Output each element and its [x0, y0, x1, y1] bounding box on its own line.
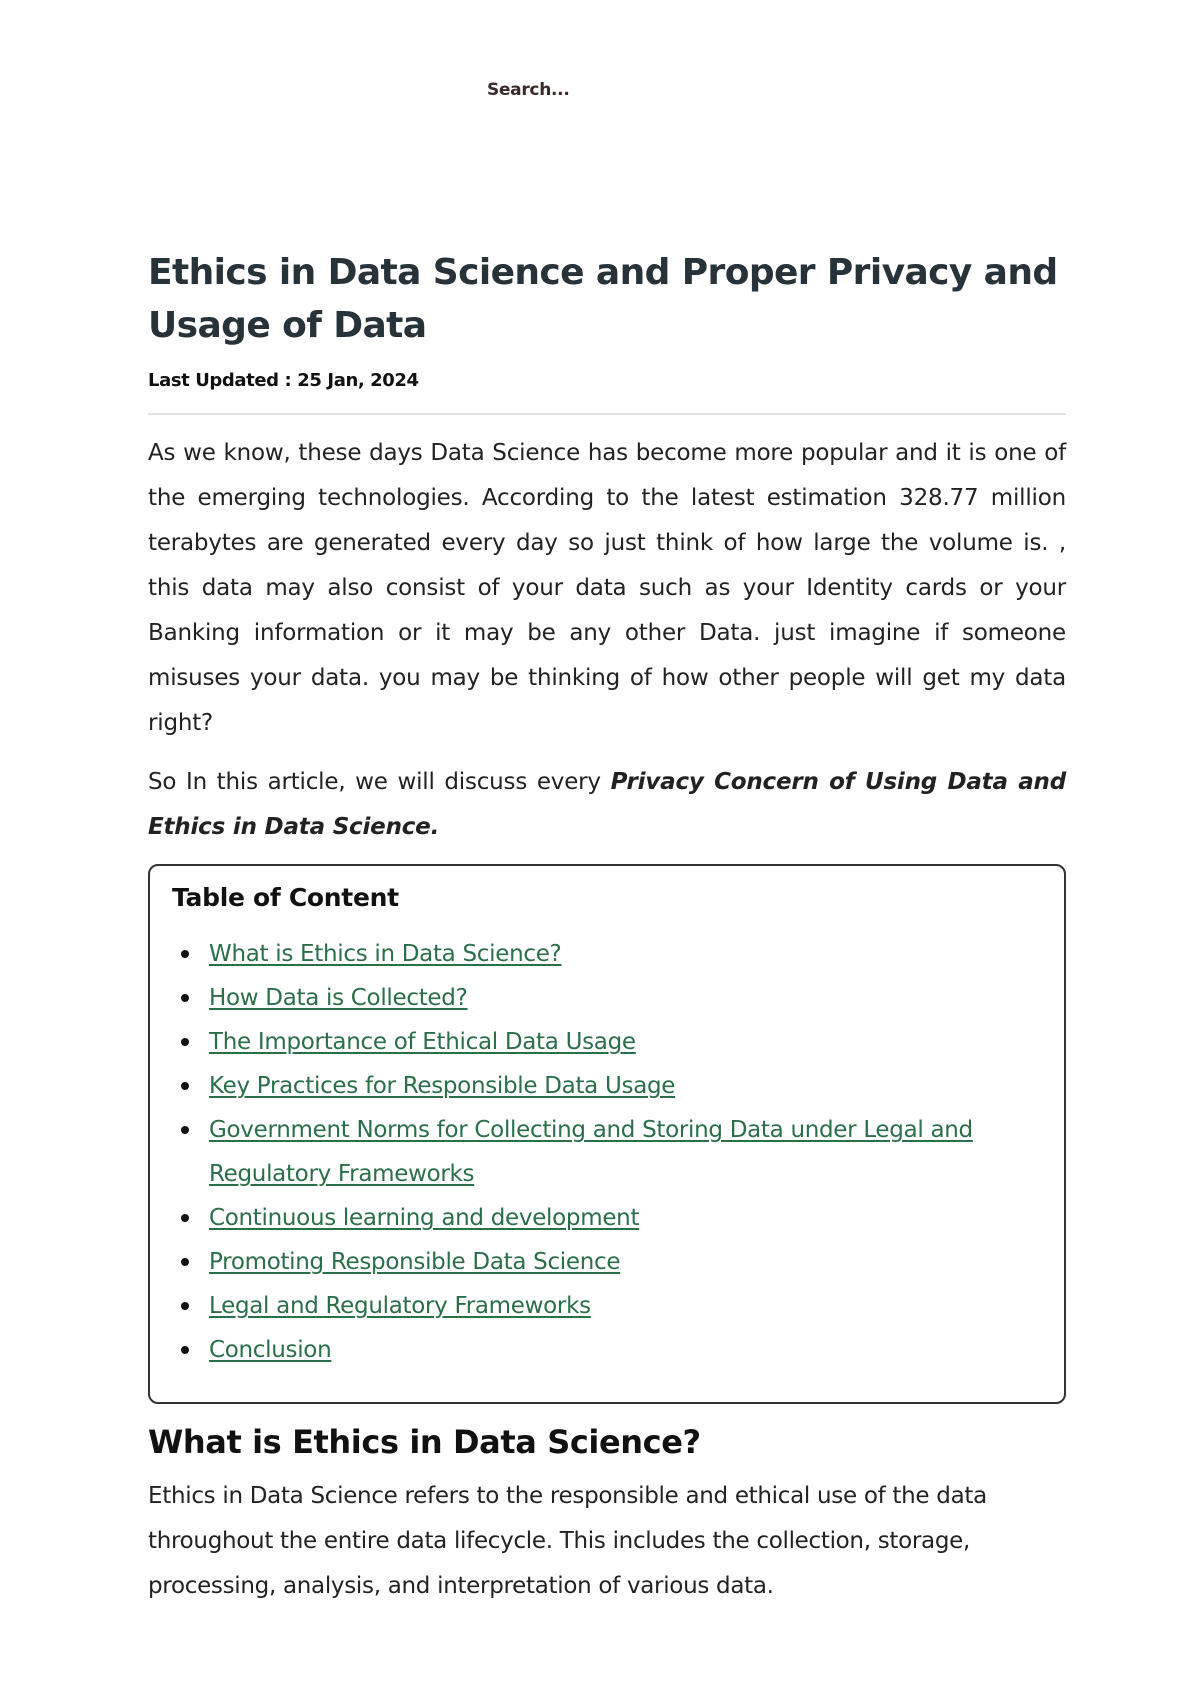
- toc-item: [172, 1196, 1042, 1240]
- bullet-icon: [181, 1038, 189, 1046]
- intro-second-paragraph: [148, 760, 1066, 850]
- toc-item: [172, 1328, 1042, 1372]
- bullet-icon: [181, 1126, 189, 1134]
- article: [148, 246, 1066, 1609]
- bullet-icon: [181, 1214, 189, 1222]
- bullet-icon: [181, 950, 189, 958]
- toc-link-how-data-collected[interactable]: How Data is Collected?: [209, 985, 468, 1011]
- toc-link-key-practices[interactable]: Key Practices for Responsible Data Usage: [209, 1073, 676, 1099]
- last-updated: [148, 370, 1066, 391]
- toc-item: [172, 1064, 1042, 1108]
- bullet-icon: [181, 1258, 189, 1266]
- toc-item: [172, 976, 1042, 1020]
- last-updated-date: 25 Jan, 2024: [297, 370, 419, 391]
- toc-link-conclusion[interactable]: Conclusion: [209, 1337, 332, 1363]
- title-divider: [148, 413, 1066, 415]
- intro-second-emphasis: Privacy Concern of Using Data and Ethics in Data Science.: [148, 769, 1066, 840]
- toc-link-government-norms[interactable]: Government Norms for Collecting and Storing Data under Legal and Regulatory Frameworks: [209, 1117, 973, 1187]
- toc-list: [172, 932, 1042, 1372]
- section-heading-what-is-ethics: What is Ethics in Data Science?: [148, 1423, 701, 1461]
- toc-item: [172, 1240, 1042, 1284]
- toc-item: [172, 1020, 1042, 1064]
- toc-item: [172, 1284, 1042, 1328]
- toc-link-what-is-ethics[interactable]: What is Ethics in Data Science?: [209, 941, 562, 967]
- intro-second-text: So In this article, we will discuss every: [148, 769, 611, 795]
- bullet-icon: [181, 1082, 189, 1090]
- article-title: Ethics in Data Science and Proper Privacy and Usage of Data: [148, 252, 1058, 346]
- table-of-content: [148, 864, 1066, 1404]
- bullet-icon: [181, 994, 189, 1002]
- intro-paragraph: As we know, these days Data Science has become more popular and it is one of the emerging technologies. According to the latest estimation 328.77 million terabytes are generated every day so just think of how large the volume is. , this data may also consist of your data such as your Identity cards or your Banking information or it may be any other Data. just imagine if someone misuses your data. you may be thinking of how other people will get my data right?: [148, 440, 1066, 736]
- toc-item: [172, 1108, 1042, 1196]
- toc-link-legal-frameworks[interactable]: Legal and Regulatory Frameworks: [209, 1293, 591, 1319]
- toc-item: [172, 932, 1042, 976]
- section-paragraph: Ethics in Data Science refers to the responsible and ethical use of the data throughout the entire data lifecycle. This includes the collection, storage, processing, analysis, and interpretation of various data.: [148, 1483, 987, 1599]
- toc-heading: Table of Content: [172, 883, 399, 912]
- bullet-icon: [181, 1346, 189, 1354]
- search-input[interactable]: Search...: [487, 80, 570, 100]
- toc-link-importance-ethical-usage[interactable]: The Importance of Ethical Data Usage: [209, 1029, 636, 1055]
- bullet-icon: [181, 1302, 189, 1310]
- toc-link-promoting-responsible[interactable]: Promoting Responsible Data Science: [209, 1249, 621, 1275]
- last-updated-label: Last Updated :: [148, 370, 292, 391]
- toc-link-continuous-learning[interactable]: Continuous learning and development: [209, 1205, 640, 1231]
